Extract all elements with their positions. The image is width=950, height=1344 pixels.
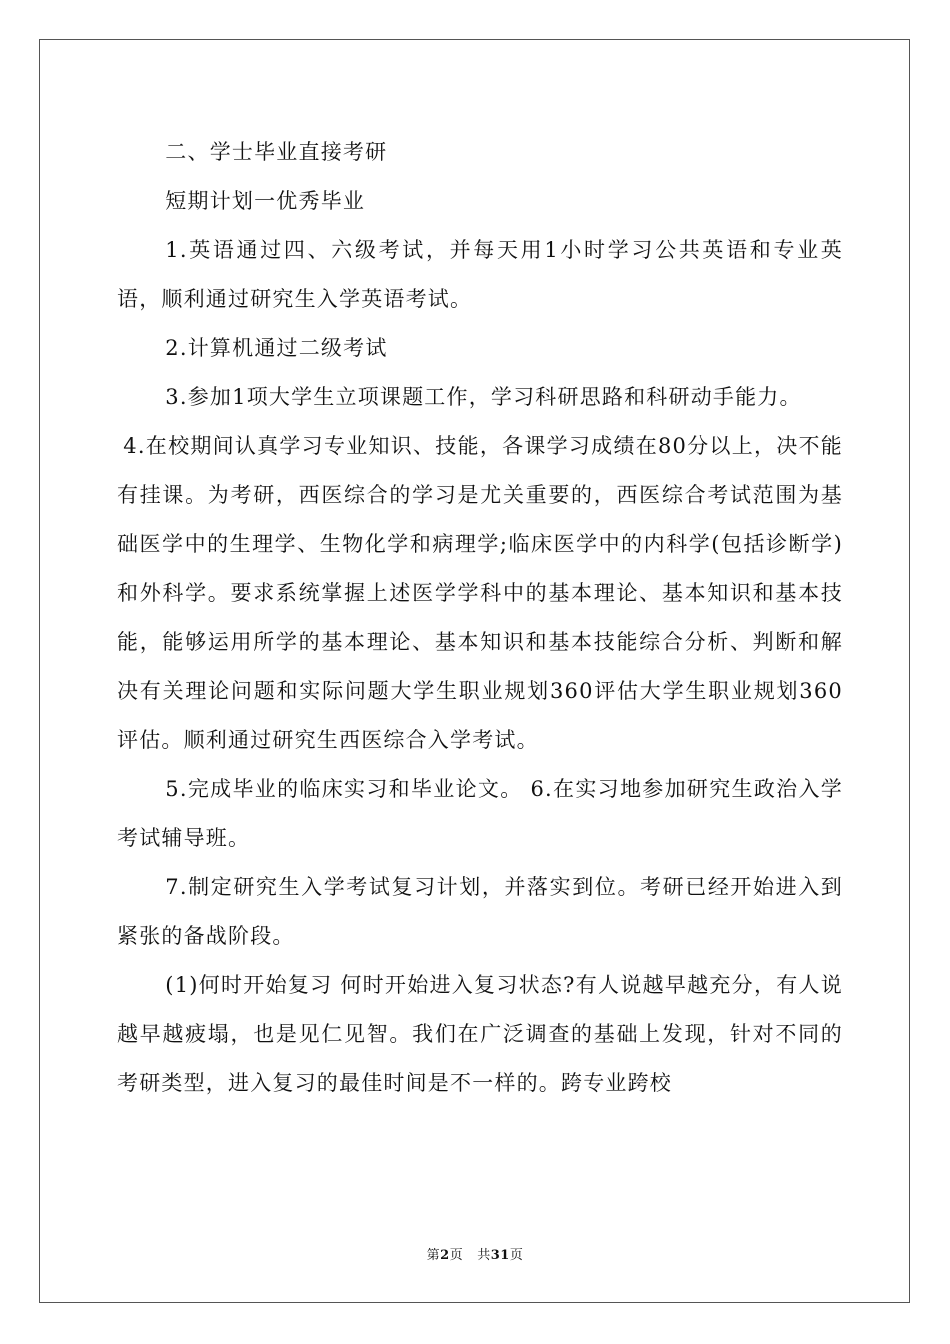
total-suffix: 页 xyxy=(509,1248,524,1263)
paragraph-when-to-review: (1)何时开始复习 何时开始进入复习状态?有人说越早越充分，有人说越早越疲塌，也是见仁见智。我们在广泛调查的基础上发现，针对不同的考研类型，进入复习的最佳时间是不一样的。跨专业跨校 xyxy=(117,973,843,1095)
paragraph-item-4: 4.在校期间认真学习专业知识、技能，各课学习成绩在80分以上，决不能有挂课。为考研，西医综合的学习是尤关重要的，西医综合考试范围为基础医学中的生理学、生物化学和病理学;临床医学中的内科学(包括诊断学)和外科学。要求系统掌握上述医学学科中的基本理论、基本知识和基本技能，能够运用所学的基本理论、基本知识和基本技能综合分析、判断和解决有关理论问题和实际问题大学生职业规划360评估大学生职业规划360评估。顺利通过研究生西医综合入学考试。 xyxy=(117,434,843,752)
document-body xyxy=(117,128,843,1108)
total-pages: 31 xyxy=(490,1248,510,1263)
page-footer xyxy=(0,1247,950,1265)
page-number: 2 xyxy=(440,1248,450,1263)
paragraph-item-5-6: 5.完成毕业的临床实习和毕业论文。 6.在实习地参加研究生政治入学考试辅导班。 xyxy=(117,777,843,850)
paragraph-item-1: 1.英语通过四、六级考试，并每天用1小时学习公共英语和专业英语，顺利通过研究生入学英语考试。 xyxy=(117,238,843,311)
section-heading: 二、学士毕业直接考研 xyxy=(165,140,388,164)
subheading-short-term-plan: 短期计划一优秀毕业 xyxy=(165,189,366,213)
page-prefix: 第 xyxy=(426,1248,441,1263)
page-suffix: 页 xyxy=(449,1248,464,1263)
paragraph-item-7: 7.制定研究生入学考试复习计划，并落实到位。考研已经开始进入到紧张的备战阶段。 xyxy=(117,875,843,948)
total-prefix: 共 xyxy=(477,1248,491,1263)
paragraph-item-3: 3.参加1项大学生立项课题工作，学习科研思路和科研动手能力。 xyxy=(165,385,802,409)
paragraph-item-2: 2.计算机通过二级考试 xyxy=(165,336,388,360)
